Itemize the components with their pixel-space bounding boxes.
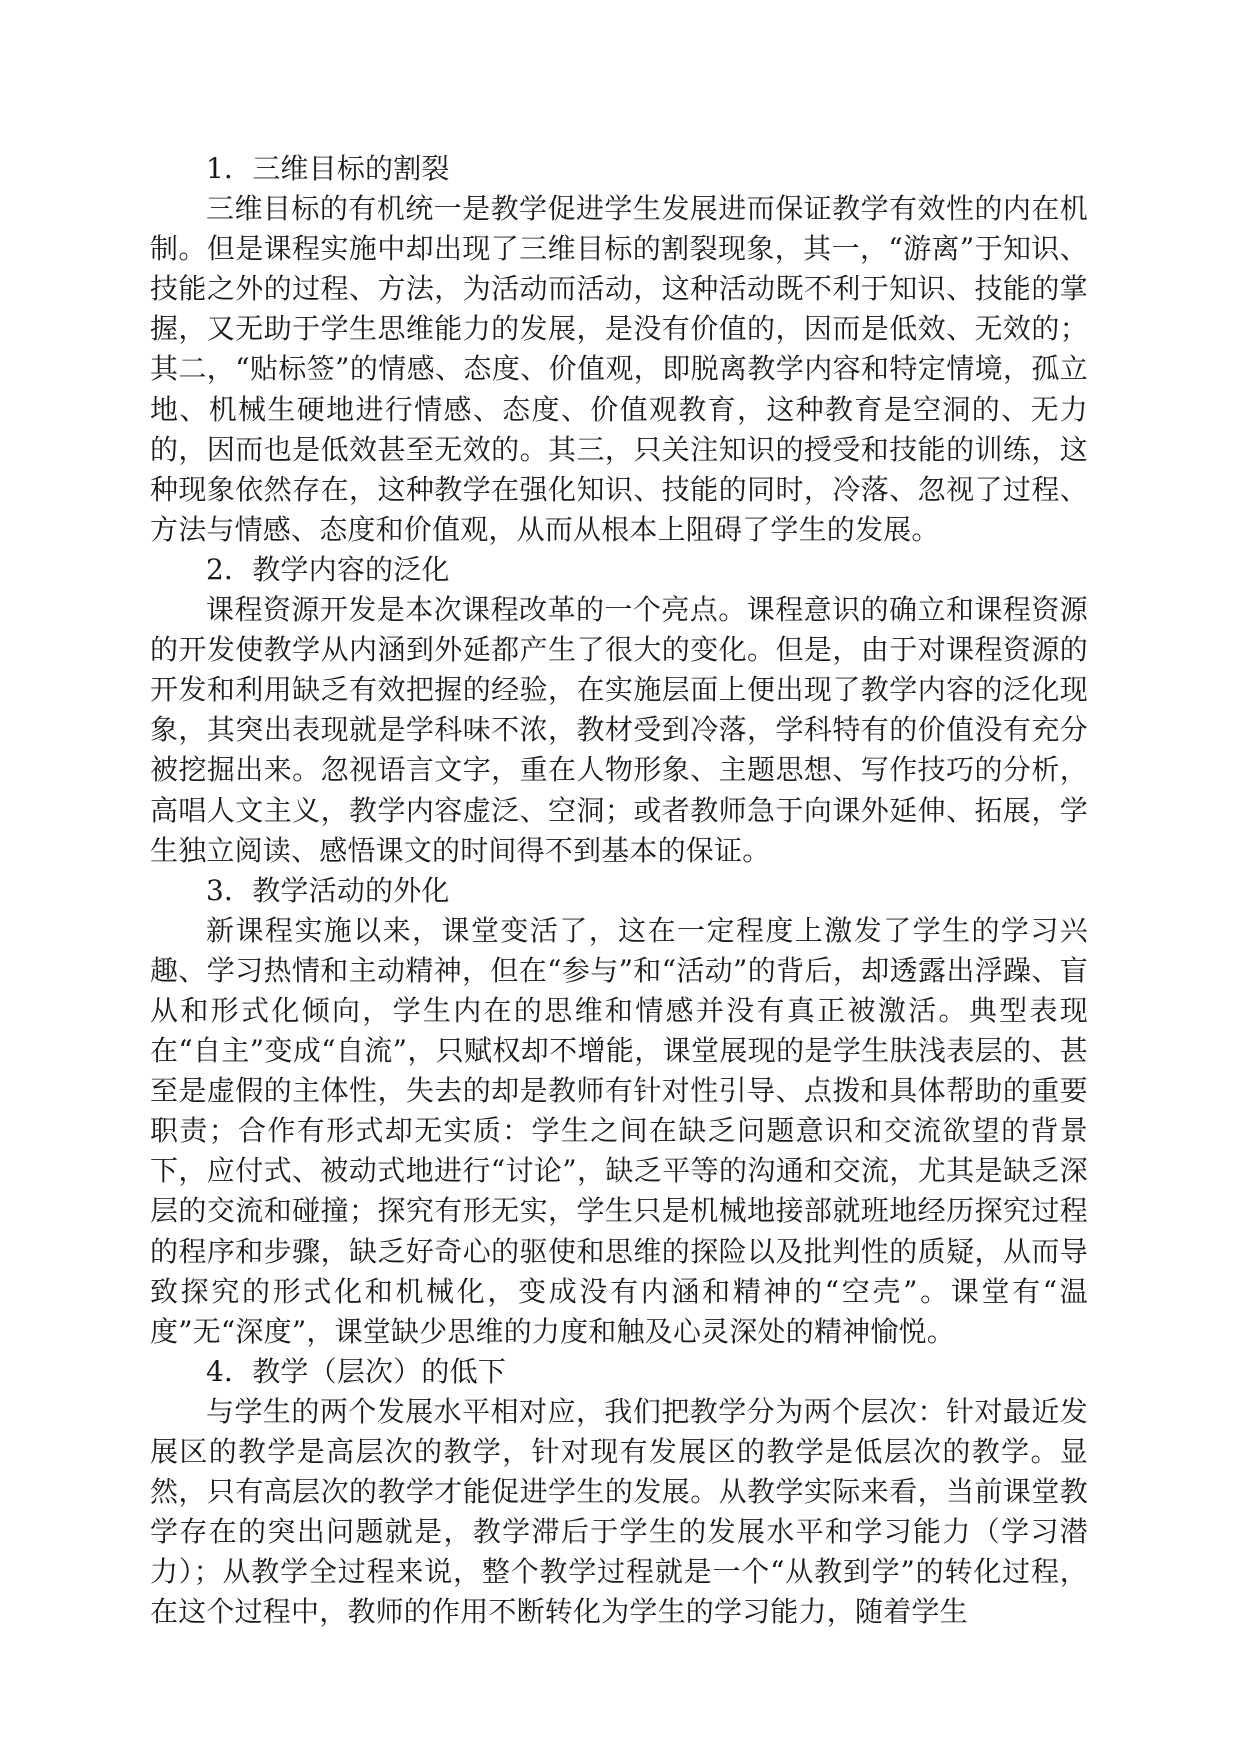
document-body [150,149,1088,1632]
section-heading-2: 2．教学内容的泛化 [206,552,450,586]
section-paragraph-4: 与学生的两个发展水平相对应，我们把教学分为两个层次：针对最近发展区的教学是高层次的教学，针对现有发展区的教学是低层次的教学。显然，只有高层次的教学才能促进学生的发展。从教学实际来看，当前课堂教学存在的突出问题就是，教学滞后于学生的发展水平和学习能力（学习潜力）；从教学全过程来说，整个教学过程就是一个“从教到学”的转化过程，在这个过程中，教师的作用不断转化为学生的学习能力，随着学生 [150,1394,1088,1629]
section-paragraph-3: 新课程实施以来，课堂变活了，这在一定程度上激发了学生的学习兴趣、学习热情和主动精神，但在“参与”和“活动”的背后，却透露出浮躁、盲从和形式化倾向，学生内在的思维和情感并没有真正被激活。典型表现在“自主”变成“自流”，只赋权却不增能，课堂展现的是学生肤浅表层的、甚至是虚假的主体性，失去的却是教师有针对性引导、点拨和具体帮助的重要职责；合作有形式却无实质：学生之间在缺乏问题意识和交流欲望的背景下，应付式、被动式地进行“讨论”，缺乏平等的沟通和交流，尤其是缺乏深层的交流和碰撞；探究有形无实，学生只是机械地接部就班地经历探究过程的程序和步骤，缺乏好奇心的驱使和思维的探险以及批判性的质疑，从而导致探究的形式化和机械化，变成没有内涵和精神的“空壳”。课堂有“温度”无“深度”，课堂缺少思维的力度和触及心灵深处的精神愉悦。 [150,913,1088,1348]
section-paragraph-2: 课程资源开发是本次课程改革的一个亮点。课程意识的确立和课程资源的开发使教学从内涵到外延都产生了很大的变化。但是，由于对课程资源的开发和利用缺乏有效把握的经验，在实施层面上便出现了教学内容的泛化现象，其突出表现就是学科味不浓，教材受到冷落，学科特有的价值没有充分被挖掘出来。忽视语言文字，重在人物形象、主题思想、写作技巧的分析，高唱人文主义，教学内容虚泛、空洞；或者教师急于向课外延伸、拓展，学生独立阅读、感悟课文的时间得不到基本的保证。 [150,593,1088,867]
section-heading-4: 4．教学（层次）的低下 [206,1354,507,1388]
section-heading-1: 1．三维目标的割裂 [206,152,450,185]
section-paragraph-1: 三维目标的有机统一是教学促进学生发展进而保证教学有效性的内在机制。但是课程实施中却出现了三维目标的割裂现象，其一，“游离”于知识、技能之外的过程、方法，为活动而活动，这种活动既不利于知识、技能的掌握，又无助于学生思维能力的发展，是没有价值的，因而是低效、无效的；其二，“贴标签”的情感、态度、价值观，即脱离教学内容和特定情境，孤立地、机械生硬地进行情感、态度、价值观教育，这种教育是空洞的、无力的，因而也是低效甚至无效的。其三，只关注知识的授受和技能的训练，这种现象依然存在，这种教学在强化知识、技能的同时，冷落、忽视了过程、方法与情感、态度和价值观，从而从根本上阻碍了学生的发展。 [150,192,1088,546]
section-heading-3: 3．教学活动的外化 [206,873,450,907]
